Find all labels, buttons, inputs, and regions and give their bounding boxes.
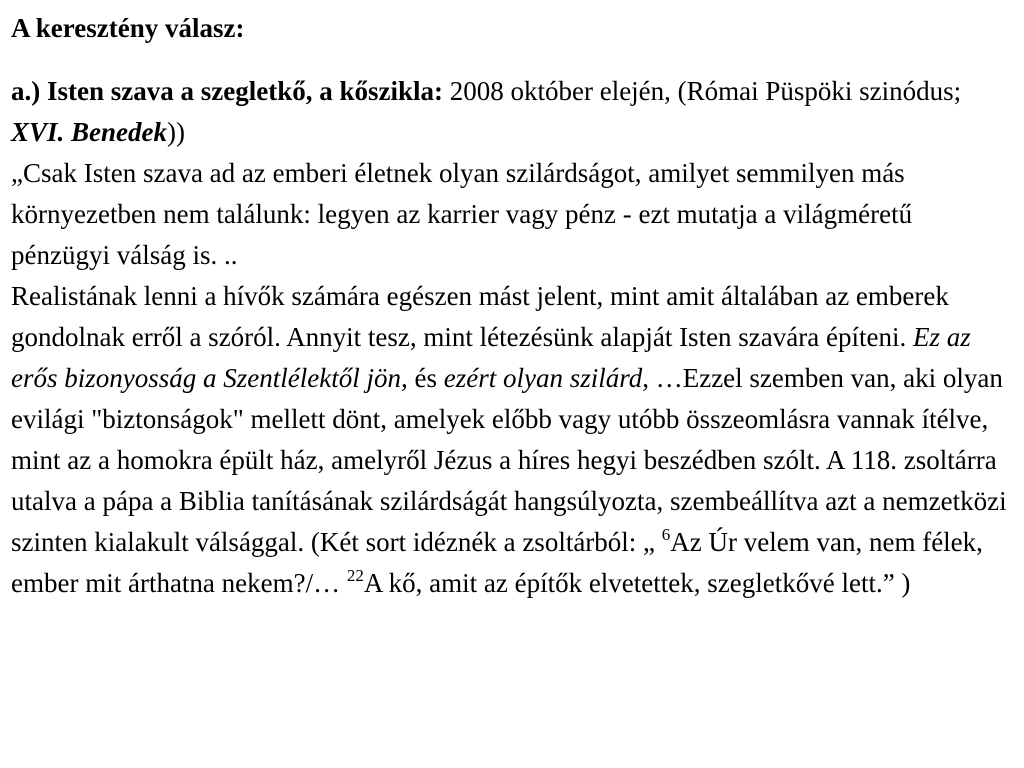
quote-part-1: „Csak Isten szava ad az emberi életnek olyan szilárdságot, amilyet semmilyen más környezetben nem találunk: legyen az karrier vagy pénz - ezt mutatja a világméretű pénzügyi válság is. .. (11, 158, 913, 270)
verse-text-22: A kő, amit az építők elvetettek, szegletkővé lett.” ) (363, 568, 911, 598)
quote-italic-1: Ez az erős bizonyosság a Szentlélektől jön, (11, 322, 971, 393)
intro-source-before: 2008 október elején, (Római Püspöki szinódus; (442, 76, 962, 106)
intro-source-after: )) (167, 117, 185, 147)
intro-label: a.) Isten szava a szegletkő, a kőszikla: (11, 76, 443, 106)
verse-text-6: Az Úr velem van, nem félek, ember mit árthatna nekem?/… (11, 527, 983, 598)
verse-number-22: 22 (346, 566, 364, 585)
document-page (11, 8, 1013, 604)
intro-paragraph (11, 71, 1013, 604)
section-heading: A keresztény válasz: (11, 13, 245, 43)
quote-part-3: , …Ezzel szemben van, aki olyan evilági "biztonságok" mellett dönt, amelyek előbb vagy utóbb összeomlásra vannak ítélve, mint az a homokra épült ház, amelyről Jézus a híres hegyi beszédben szólt. A 118. zsoltárra utalva a pápa a Biblia tanításának szilárdságát hangsúlyozta, szembeállítva azt a nemzetközi szinten kialakult válsággal. (Két sort idéznék a zsoltárból: „ (11, 363, 1007, 557)
verse-number-6: 6 (661, 525, 671, 544)
quote-part-2: Realistának lenni a hívők számára egészen mást jelent, mint amit általában az emberek gondolnak erről a szóról. Annyit tesz, mint létezésünk alapját Isten szavára építeni. (11, 281, 949, 352)
quote-conjunction: és (407, 363, 444, 393)
source-author: XVI. Benedek (11, 117, 168, 147)
quote-italic-2: ezért olyan szilárd (443, 363, 643, 393)
